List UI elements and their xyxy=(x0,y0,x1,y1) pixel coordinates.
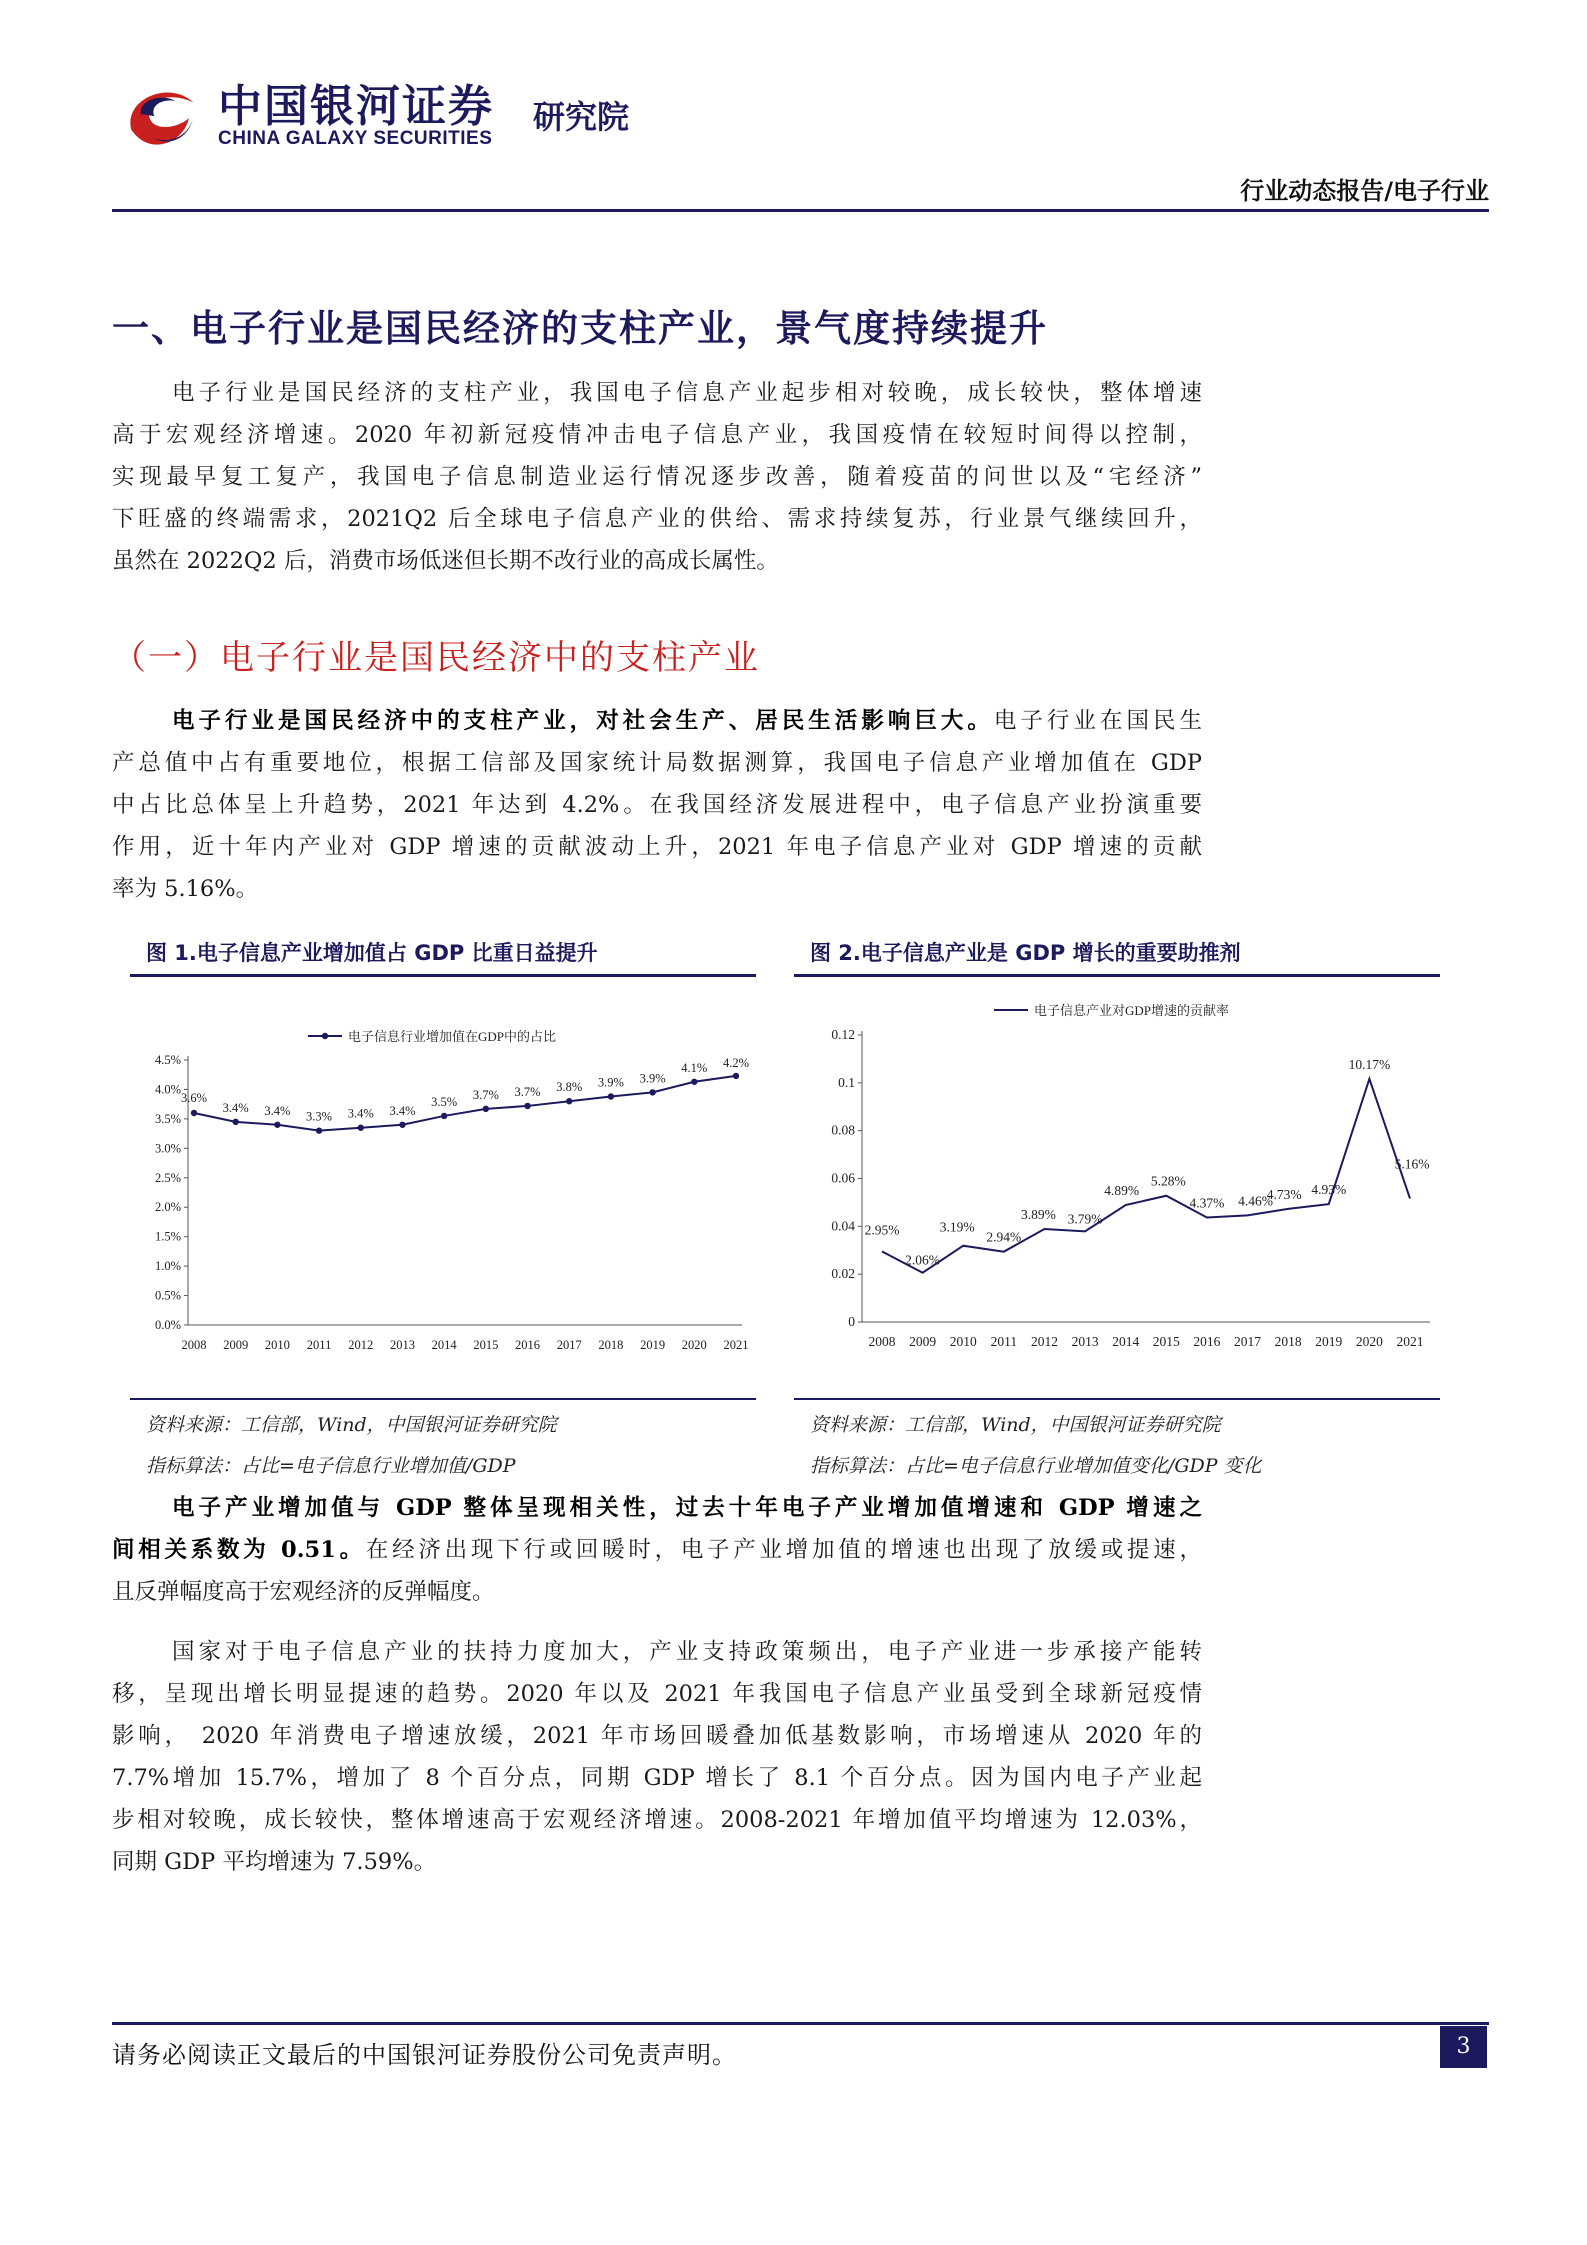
data-point xyxy=(191,1110,197,1116)
y-tick-label: 3.5% xyxy=(154,1111,181,1126)
y-tick-label: 3.0% xyxy=(154,1141,181,1156)
x-tick-label: 2012 xyxy=(348,1338,374,1352)
text-line: 产总值中占有重要地位，根据工信部及国家统计局数据测算，我国电子信息产业增加值在 GDP xyxy=(112,750,1202,776)
y-tick-label: 0 xyxy=(848,1314,855,1329)
data-point xyxy=(608,1093,614,1099)
data-label: 3.89% xyxy=(1021,1206,1056,1222)
figure2-line-chart xyxy=(794,980,1440,1390)
x-tick-label: 2008 xyxy=(868,1334,896,1349)
x-tick-label: 2009 xyxy=(223,1338,249,1352)
bold-lead: 电子行业是国民经济中的支柱产业，对社会生产、居民生活影响巨大。 xyxy=(172,708,994,734)
x-tick-label: 2011 xyxy=(990,1334,1018,1349)
figure2-bottom-rule xyxy=(794,1398,1440,1400)
data-point xyxy=(441,1113,447,1119)
paragraph-correlation xyxy=(112,1487,1202,1613)
data-label: 3.5% xyxy=(431,1094,458,1109)
text-line xyxy=(112,1529,1202,1571)
x-tick-label: 2016 xyxy=(1193,1334,1221,1349)
data-label: 4.46% xyxy=(1238,1193,1273,1209)
data-label: 4.73% xyxy=(1266,1186,1302,1202)
text-run: 电子行业在国民生 xyxy=(993,708,1202,734)
data-label: 2.06% xyxy=(905,1252,941,1268)
bold-lead: 间相关系数为 0.51。 xyxy=(112,1537,366,1563)
x-tick-label: 2021 xyxy=(1396,1334,1424,1349)
data-point xyxy=(691,1079,697,1085)
data-label: 5.28% xyxy=(1150,1173,1186,1189)
text-line: 国家对于电子信息产业的扶持力度加大，产业支持政策频出，电子产业进一步承接产能转 xyxy=(172,1639,1202,1665)
figure2-method: 指标算法：占比=电子信息行业增加值变化/GDP 变化 xyxy=(810,1455,1262,1477)
data-label: 3.9% xyxy=(639,1071,666,1086)
data-point xyxy=(399,1122,405,1128)
data-label: 3.3% xyxy=(306,1109,333,1124)
data-point xyxy=(733,1073,739,1079)
text-line: 移，呈现出增长明显提速的趋势。2020 年以及 2021 年我国电子信息产业虽受到全球新冠疫情 xyxy=(112,1681,1202,1707)
data-label: 5.16% xyxy=(1394,1156,1430,1172)
x-tick-label: 2013 xyxy=(389,1338,415,1352)
logo-institute: 研究院 xyxy=(533,98,630,136)
data-label: 3.4% xyxy=(347,1106,374,1121)
data-point xyxy=(358,1125,364,1131)
data-point xyxy=(274,1122,280,1128)
galaxy-logo-icon xyxy=(112,70,208,166)
text-line xyxy=(112,700,1202,742)
text-line: 虽然在 2022Q2 后，消费市场低迷但长期不改行业的高成长属性。 xyxy=(112,548,779,574)
text-line: 中占比总体呈上升趋势，2021 年达到 4.2%。在我国经济发展进程中，电子信息产业扮演重要 xyxy=(112,792,1202,818)
data-label: 4.37% xyxy=(1189,1195,1225,1211)
section-intro-paragraph xyxy=(112,372,1202,582)
x-tick-label: 2012 xyxy=(1030,1334,1058,1349)
paragraph-policy xyxy=(112,1631,1202,1883)
page-number: 3 xyxy=(1440,2026,1487,2068)
x-tick-label: 2009 xyxy=(909,1334,937,1349)
data-point xyxy=(316,1127,322,1133)
data-point xyxy=(232,1119,238,1125)
y-tick-label: 2.5% xyxy=(154,1170,181,1185)
y-tick-label: 0.12 xyxy=(831,1027,855,1042)
y-tick-label: 0.04 xyxy=(831,1218,855,1234)
text-run: 在经济出现下行或回暖时，电子产业增加值的增速也出现了放缓或提速， xyxy=(365,1537,1202,1563)
data-point xyxy=(649,1089,655,1095)
y-tick-label: 1.0% xyxy=(154,1259,181,1274)
x-tick-label: 2015 xyxy=(1152,1334,1180,1349)
data-label: 3.4% xyxy=(389,1103,416,1118)
y-tick-label: 4.5% xyxy=(154,1053,181,1067)
text-line: 率为 5.16%。 xyxy=(112,876,259,902)
data-point xyxy=(483,1106,489,1112)
x-tick-label: 2017 xyxy=(1234,1334,1262,1349)
data-label: 3.4% xyxy=(222,1100,249,1115)
x-tick-label: 2010 xyxy=(264,1338,290,1352)
paragraph-importance xyxy=(112,700,1202,910)
text-line: 同期 GDP 平均增速为 7.59%。 xyxy=(112,1849,437,1875)
section-title: 一、电子行业是国民经济的支柱产业，景气度持续提升 xyxy=(112,307,1048,350)
data-label: 2.94% xyxy=(986,1229,1022,1245)
y-tick-label: 1.5% xyxy=(154,1229,181,1244)
figure1-bottom-rule xyxy=(130,1398,756,1400)
x-tick-label: 2013 xyxy=(1071,1334,1099,1349)
text-line: 实现最早复工复产，我国电子信息制造业运行情况逐步改善，随着疫苗的问世以及“宅经济” xyxy=(112,464,1202,490)
data-label: 3.7% xyxy=(514,1084,541,1099)
text-line: 下旺盛的终端需求，2021Q2 后全球电子信息产业的供给、需求持续复苏，行业景气继续回升， xyxy=(112,506,1202,532)
data-point xyxy=(524,1103,530,1109)
x-tick-label: 2011 xyxy=(306,1338,332,1352)
data-label: 4.2% xyxy=(722,1055,750,1070)
text-line: 7.7%增加 15.7%，增加了 8 个百分点，同期 GDP 增长了 8.1 个百分点。因为国内电子产业起 xyxy=(112,1765,1202,1791)
x-tick-label: 2018 xyxy=(1274,1334,1302,1349)
data-label: 3.19% xyxy=(939,1219,975,1235)
data-label: 3.4% xyxy=(264,1103,291,1118)
footer-disclaimer: 请务必阅读正文最后的中国银河证券股份公司免责声明。 xyxy=(112,2041,737,2069)
data-label: 3.8% xyxy=(556,1080,583,1095)
y-tick-label: 0.02 xyxy=(831,1266,855,1282)
data-label: 3.79% xyxy=(1067,1211,1103,1227)
data-label: 3.7% xyxy=(472,1087,499,1102)
x-tick-label: 2014 xyxy=(431,1338,457,1352)
subsection-title: （一）电子行业是国民经济中的支柱产业 xyxy=(112,638,760,678)
data-label: 4.93% xyxy=(1311,1182,1347,1198)
figure1-line-chart xyxy=(130,980,756,1390)
x-tick-label: 2008 xyxy=(181,1338,207,1352)
bold-lead: 电子产业增加值与 GDP 整体呈现相关性，过去十年电子产业增加值增速和 GDP 增速之 xyxy=(172,1495,1202,1521)
x-tick-label: 2017 xyxy=(556,1338,582,1352)
text-line: 影响， 2020 年消费电子增速放缓，2021 年市场回暖叠加低基数影响，市场增速从 2020 年的 xyxy=(112,1723,1202,1749)
x-tick-label: 2020 xyxy=(1355,1334,1383,1349)
footer-divider xyxy=(112,2022,1489,2025)
data-label: 4.89% xyxy=(1104,1183,1140,1199)
legend-marker xyxy=(322,1033,328,1039)
legend-label: 电子信息产业对GDP增速的贡献率 xyxy=(1034,1003,1230,1018)
figure1-top-rule xyxy=(130,974,756,977)
x-tick-label: 2015 xyxy=(473,1338,499,1352)
data-label: 2.95% xyxy=(864,1222,900,1238)
text-line: 高于宏观经济增速。2020 年初新冠疫情冲击电子信息产业，我国疫情在较短时间得以控制， xyxy=(112,422,1202,448)
y-tick-label: 0.08 xyxy=(831,1122,855,1138)
data-label: 10.17% xyxy=(1348,1056,1391,1072)
x-tick-label: 2018 xyxy=(598,1338,624,1352)
text-line: 作用，近十年内产业对 GDP 增速的贡献波动上升，2021 年电子信息产业对 GDP 增速的贡献 xyxy=(112,834,1202,860)
figure1-source: 资料来源：工信部，Wind，中国银河证券研究院 xyxy=(146,1414,557,1436)
report-type: 行业动态报告/电子行业 xyxy=(1240,177,1489,205)
data-label: 3.9% xyxy=(597,1075,624,1090)
header-divider xyxy=(112,209,1489,212)
figure2-top-rule xyxy=(794,974,1440,977)
x-tick-label: 2019 xyxy=(1315,1334,1343,1349)
x-tick-label: 2019 xyxy=(640,1338,666,1352)
logo-chinese-name: 中国银河证券 xyxy=(218,81,494,132)
data-point xyxy=(566,1098,572,1104)
x-tick-label: 2020 xyxy=(681,1338,707,1352)
figure1-title: 图 1.电子信息产业增加值占 GDP 比重日益提升 xyxy=(146,941,598,965)
legend-label: 电子信息行业增加值在GDP中的占比 xyxy=(348,1029,557,1044)
y-tick-label: 0.5% xyxy=(154,1288,181,1303)
y-tick-label: 2.0% xyxy=(154,1200,181,1215)
text-line: 电子行业是国民经济的支柱产业，我国电子信息产业起步相对较晚，成长较快，整体增速 xyxy=(172,380,1202,406)
figure1-method: 指标算法：占比=电子信息行业增加值/GDP xyxy=(146,1455,516,1477)
figure2-title: 图 2.电子信息产业是 GDP 增长的重要助推剂 xyxy=(810,941,1241,965)
y-tick-label: 0.06 xyxy=(831,1170,855,1186)
y-tick-label: 0.1 xyxy=(838,1074,855,1090)
x-tick-label: 2016 xyxy=(515,1338,541,1352)
text-line: 步相对较晚，成长较快，整体增速高于宏观经济增速。2008-2021 年增加值平均增速为 12.03%， xyxy=(112,1807,1202,1833)
data-label: 3.6% xyxy=(180,1091,208,1105)
x-tick-label: 2021 xyxy=(723,1338,749,1352)
text-line xyxy=(112,1487,1202,1529)
figure2-source: 资料来源：工信部，Wind，中国银河证券研究院 xyxy=(810,1414,1221,1436)
series-line xyxy=(882,1079,1410,1273)
y-tick-label: 4.0% xyxy=(154,1082,181,1097)
logo-english-name: CHINA GALAXY SECURITIES xyxy=(218,128,493,149)
x-tick-label: 2010 xyxy=(949,1334,977,1349)
x-tick-label: 2014 xyxy=(1112,1334,1140,1349)
text-line: 且反弹幅度高于宏观经济的反弹幅度。 xyxy=(112,1579,495,1605)
y-tick-label: 0.0% xyxy=(154,1318,181,1332)
data-label: 4.1% xyxy=(681,1060,708,1075)
